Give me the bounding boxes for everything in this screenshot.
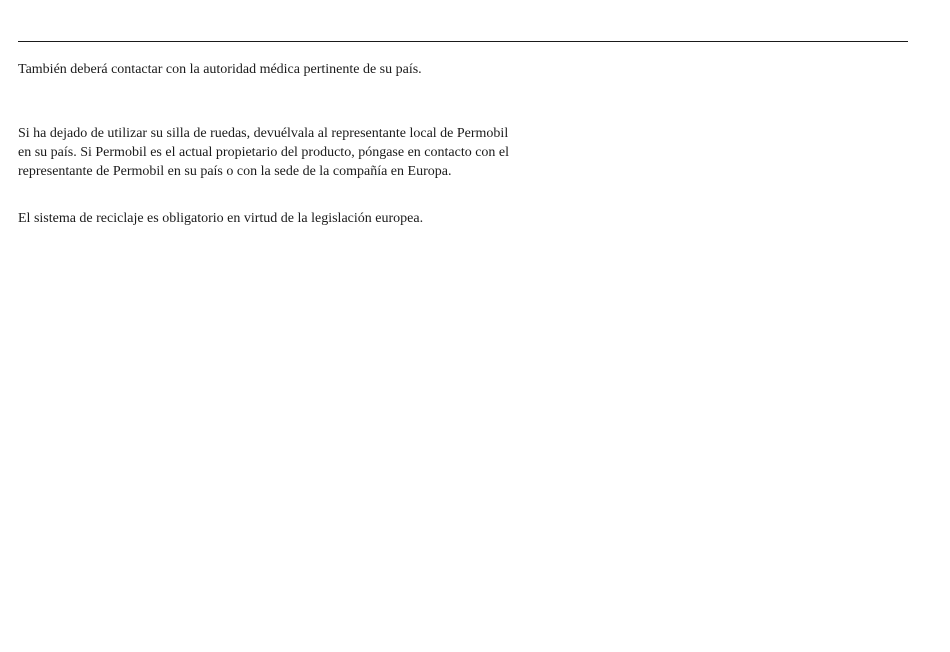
- paragraph-return-wheelchair: [18, 124, 518, 181]
- paragraph-recycling: [18, 209, 518, 228]
- header-rule: [18, 41, 908, 42]
- paragraph-medical-authority: [18, 60, 518, 79]
- paragraph-text: Si ha dejado de utilizar su silla de ruedas, devuélvala al representante local de Permobil en su país. Si Permobil es el actual propietario del producto, póngase en contacto con el representante de Permobil en su país o con la sede de la compañía en Europa.: [18, 126, 510, 179]
- paragraph-text: El sistema de reciclaje es obligatorio en virtud de la legislación europea.: [18, 211, 424, 226]
- paragraph-text: También deberá contactar con la autoridad médica pertinente de su país.: [18, 62, 422, 77]
